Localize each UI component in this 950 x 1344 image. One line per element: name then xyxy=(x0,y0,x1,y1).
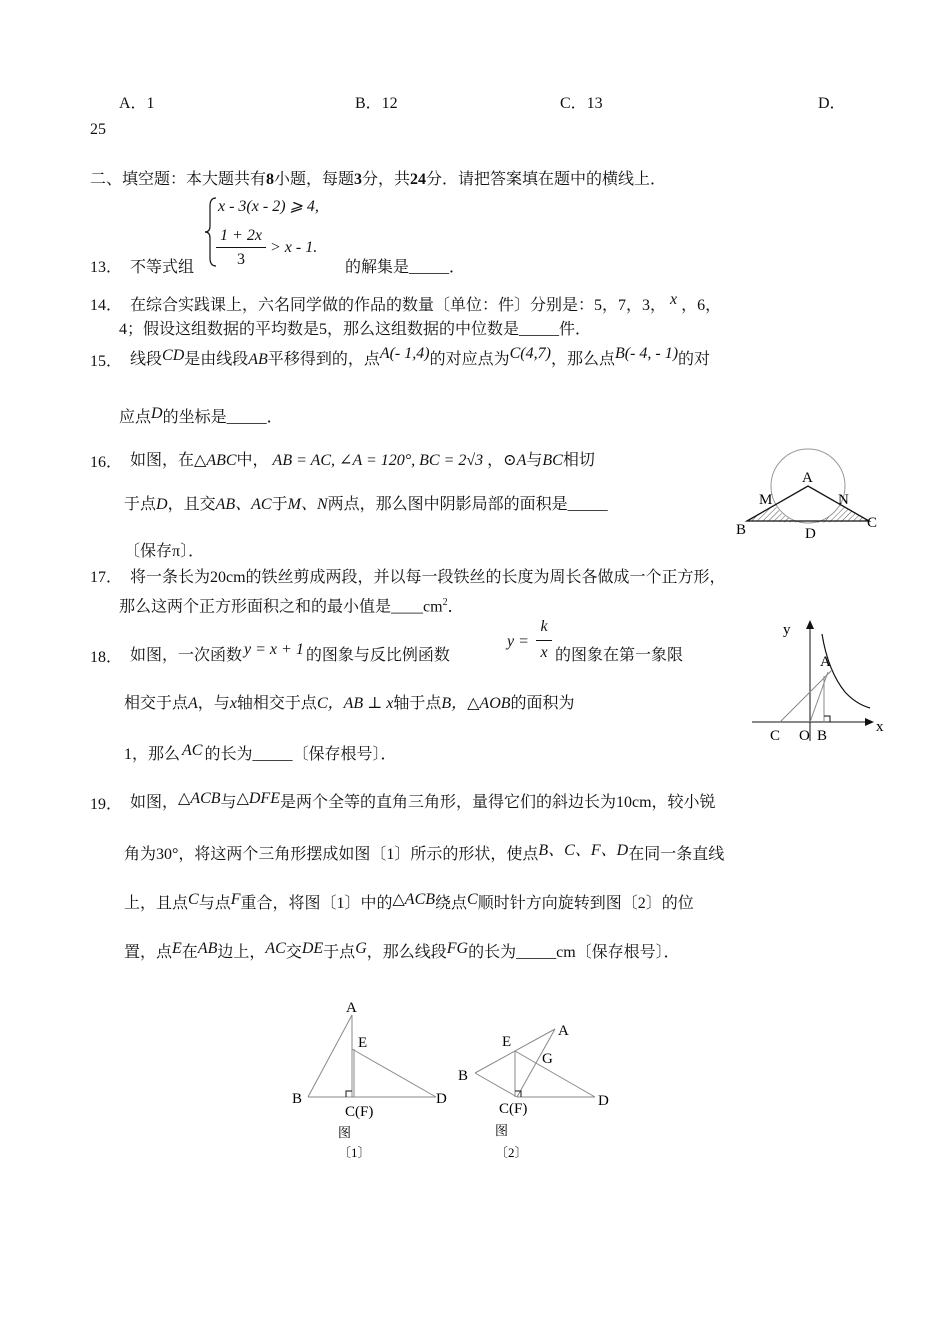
q18-x-axis: x xyxy=(229,695,237,712)
q18-text: 相交于点 xyxy=(124,695,189,712)
caption-number: 〔1〕 xyxy=(338,1145,371,1160)
q19-segment-fg: FG xyxy=(446,940,469,957)
q16-text-2 xyxy=(124,495,608,515)
section-text: 分．请把答案填在题中的横线上． xyxy=(426,171,667,188)
section-count: 8 xyxy=(266,171,275,188)
q16-point-d: D xyxy=(156,496,168,513)
q14-text-2: 4；假设这组数据的平均数是5，那么这组数据的中位数是_____件． xyxy=(119,321,592,338)
q18-text: 的长为_____〔保存根号〕． xyxy=(204,746,397,763)
q18-number: 18． xyxy=(90,649,123,666)
q19-segment-ab: AB xyxy=(197,940,218,957)
q17-text: ． xyxy=(447,598,464,616)
q13-ineq-2: > x - 1. xyxy=(270,239,318,256)
line-ed xyxy=(515,1051,595,1097)
q15-point-d: D xyxy=(151,405,163,422)
section-heading xyxy=(90,170,666,190)
q13-frac-num: 1 + 2x xyxy=(220,227,262,244)
q19-text: 边上， xyxy=(217,944,266,961)
q19-text: 与 xyxy=(220,794,237,811)
q19-text-1 xyxy=(130,790,716,813)
q19-segment-de: DE xyxy=(301,940,324,957)
q15-point-c: C(4,7) xyxy=(509,345,551,362)
label-b: B xyxy=(817,728,828,744)
label-g: G xyxy=(542,1051,553,1067)
q18-text: 轴于点 xyxy=(393,695,442,712)
q19-triangle-acb: △ACB xyxy=(392,891,436,908)
q19-point-e: E xyxy=(172,940,182,957)
label-d: D xyxy=(805,526,816,542)
q16-text: 中， xyxy=(236,452,269,469)
q16-text: 与 xyxy=(526,452,543,469)
q15-text: 平移得到的，点 xyxy=(267,351,380,368)
q18-figure xyxy=(750,616,890,746)
hyperbola-curve xyxy=(822,634,870,708)
q18-perpendicular: ，AB ⊥ x xyxy=(327,695,394,712)
q16-number: 16． xyxy=(90,454,123,471)
q19-point-f: F xyxy=(230,891,241,908)
q18-triangle: ，△AOB xyxy=(451,695,511,712)
q18-inverse-den: x xyxy=(540,644,548,661)
line-ed xyxy=(352,1049,436,1097)
q15-segment-cd: CD xyxy=(162,347,185,364)
q19-text: 是两个全等的直角三角形，量得它们的斜边长为10cm，较小锐 xyxy=(279,794,716,811)
q16-text: 相切 xyxy=(562,452,595,469)
label-cf: C(F) xyxy=(345,1104,374,1120)
q19-text-3 xyxy=(124,891,694,914)
q18-text-1 xyxy=(130,641,450,666)
q17-superscript: 2 xyxy=(442,597,448,608)
q18-text: ，与 xyxy=(197,695,230,712)
q18-text: 的面积为 xyxy=(510,695,575,712)
q16-text-1 xyxy=(130,451,595,471)
q15-text: 是由线段 xyxy=(184,351,249,368)
q16-text: 于 xyxy=(271,496,288,513)
q15-text: 的坐标是_____． xyxy=(162,409,283,426)
q19-text: 顺时针方向旋转到图〔2〕的位 xyxy=(477,895,694,912)
line-oa xyxy=(810,672,828,722)
q16-sides: AB、AC xyxy=(215,496,272,513)
section-text: 二、填空题：本大题共有 xyxy=(90,171,267,188)
q17-text-1: 将一条长为20cm的铁丝剪成两段，并以每一段铁丝的长度为周长各做成一个正方形， xyxy=(130,569,726,586)
caption-figure: 图 xyxy=(495,1123,509,1138)
q18-segment-ac: AC xyxy=(182,742,203,759)
q19-text: 的长为_____cm〔保存根号〕． xyxy=(468,944,680,961)
q19-text: 重合，将图〔1〕中的 xyxy=(240,895,393,912)
q13-number: 13． xyxy=(90,259,123,276)
q17-number: 17． xyxy=(90,569,123,586)
q19-point-c: C xyxy=(188,891,199,908)
q16-conditions: AB = AC, ∠A = 120°, BC = 2√3 xyxy=(272,452,484,469)
q19-text: 在 xyxy=(181,944,198,961)
q15-text: 应点 xyxy=(119,409,152,426)
q19-text: 于点 xyxy=(323,944,356,961)
q19-triangle-acb: △ACB xyxy=(178,790,221,807)
q19-point-c: C xyxy=(467,891,478,908)
option-b: B．12 xyxy=(355,95,398,112)
label-m: M xyxy=(759,492,773,508)
q16-text: ，且交 xyxy=(167,496,216,513)
q19-point-g: G xyxy=(355,940,367,957)
label-x: x xyxy=(876,719,884,735)
q19-points: B、C、F、D xyxy=(538,842,629,859)
q18-text: 的图象与反比例函数 xyxy=(305,647,450,664)
caption-figure: 图 xyxy=(338,1125,352,1140)
label-d: D xyxy=(598,1093,609,1109)
q15-point-b: B(- 4, - 1) xyxy=(614,345,679,362)
q19-text: 在同一条直线 xyxy=(628,846,725,863)
q17-text: 那么这两个正方形面积之和的最小值是____cm xyxy=(119,598,443,616)
q19-text: 交 xyxy=(285,944,302,961)
label-a: A xyxy=(346,1000,357,1016)
label-b: B xyxy=(736,522,747,538)
q19-text-4 xyxy=(124,940,680,963)
line-bc xyxy=(475,1073,517,1097)
q19-text: 与点 xyxy=(198,895,231,912)
q15-text: ，那么点 xyxy=(550,351,615,368)
q16-triangle: ABC xyxy=(206,452,237,469)
q18-text-3 xyxy=(124,742,397,765)
q17-text-2 xyxy=(119,593,464,617)
label-c: C xyxy=(770,728,781,744)
q16-circle-center: A xyxy=(516,452,527,469)
label-d: D xyxy=(436,1091,447,1107)
label-o: O xyxy=(799,728,810,744)
option-d-value: 25 xyxy=(90,121,106,138)
q16-points-mn: M、N xyxy=(287,496,328,513)
q14-text-1 xyxy=(130,291,722,316)
q18-text: 如图，一次函数 xyxy=(130,647,243,664)
x-axis-arrow xyxy=(865,718,874,726)
option-c: C．13 xyxy=(560,95,603,112)
q18-point-a: A xyxy=(188,695,198,712)
q18-text: 1，那么 xyxy=(124,746,181,763)
q13-tail: 的解集是_____． xyxy=(345,259,466,276)
fraction-bar xyxy=(536,640,552,641)
q16-text: 两点，那么图中阴影局部的面积是_____ xyxy=(327,496,608,513)
q15-text: 的对应点为 xyxy=(429,351,510,368)
q13-frac-den: 3 xyxy=(237,251,245,268)
q19-figure-2 xyxy=(455,1015,625,1165)
label-e: E xyxy=(502,1034,512,1050)
q16-segment-bc: BC xyxy=(542,452,563,469)
q16-text: ，⊙ xyxy=(487,452,517,469)
q19-text: 如图， xyxy=(130,794,179,811)
q16-text: 于点 xyxy=(124,496,157,513)
label-b: B xyxy=(292,1091,303,1107)
fraction-bar xyxy=(216,247,266,248)
line-ba xyxy=(308,1015,352,1097)
section-score: 3 xyxy=(354,171,363,188)
q19-text: ，那么线段 xyxy=(366,944,447,961)
label-a: A xyxy=(820,654,831,670)
q19-triangle-dfe: △DFE xyxy=(236,790,280,807)
q15-segment-ab: AB xyxy=(248,351,268,368)
right-angle-mark xyxy=(346,1091,352,1097)
q13-ineq-1: x - 3(x - 2) ⩾ 4, xyxy=(218,198,319,215)
q18-text-1b: 的图象在第一象限 xyxy=(555,647,684,664)
option-a: A．1 xyxy=(119,95,155,112)
q19-figure-1 xyxy=(288,995,458,1165)
q15-point-a: A(- 1,4) xyxy=(379,345,430,362)
q18-point-b: B xyxy=(441,695,452,712)
section-text: 分，共 xyxy=(362,171,411,188)
q18-inverse-lhs: y = xyxy=(507,633,529,650)
q16-text: 如图，在△ xyxy=(130,452,207,469)
q19-text: 上，且点 xyxy=(124,895,189,912)
y-axis-arrow xyxy=(806,620,814,629)
q19-text: 置，点 xyxy=(124,944,173,961)
q18-point-c: C xyxy=(316,695,328,712)
q15-number: 15． xyxy=(90,353,123,370)
q19-text: 角为30°，将这两个三角形摆成如图〔1〕所示的形状，使点 xyxy=(124,846,539,863)
q18-linear-function: y = x + 1 xyxy=(244,641,304,658)
q16-text-3: 〔保存π〕． xyxy=(124,543,205,560)
caption-number: 〔2〕 xyxy=(495,1145,528,1160)
q13-label: 不等式组 xyxy=(130,259,195,276)
option-d: D． xyxy=(818,95,846,112)
label-cf: C(F) xyxy=(499,1101,528,1117)
label-b: B xyxy=(458,1068,469,1084)
q15-text: 线段 xyxy=(130,351,163,368)
q16-figure xyxy=(730,446,890,546)
section-total: 24 xyxy=(410,171,427,188)
q19-text: 绕点 xyxy=(435,895,468,912)
right-angle-mark xyxy=(824,716,830,722)
label-a: A xyxy=(802,470,813,486)
section-text: 小题，每题 xyxy=(274,171,355,188)
q15-text-1 xyxy=(130,345,711,370)
q18-text: 轴相交于点 xyxy=(236,695,317,712)
label-n: N xyxy=(838,492,849,508)
label-c: C xyxy=(867,515,878,531)
q15-text-2 xyxy=(119,405,283,428)
q18-text-2 xyxy=(124,694,575,714)
q14-variable: x xyxy=(670,291,678,308)
q19-number: 19． xyxy=(90,796,123,813)
label-e: E xyxy=(358,1035,368,1051)
q18-inverse-num: k xyxy=(540,618,548,635)
q14-number: 14． xyxy=(90,297,123,314)
q19-segment-ac: AC xyxy=(265,940,286,957)
q15-text: 的对 xyxy=(678,351,711,368)
label-y: y xyxy=(783,622,791,638)
q19-text-2 xyxy=(124,842,725,865)
q14-text: ，6， xyxy=(681,297,722,314)
q14-text: 在综合实践课上，六名同学做的作品的数量〔单位：件〕分别是：5，7，3， xyxy=(130,297,667,314)
label-a: A xyxy=(558,1023,569,1039)
